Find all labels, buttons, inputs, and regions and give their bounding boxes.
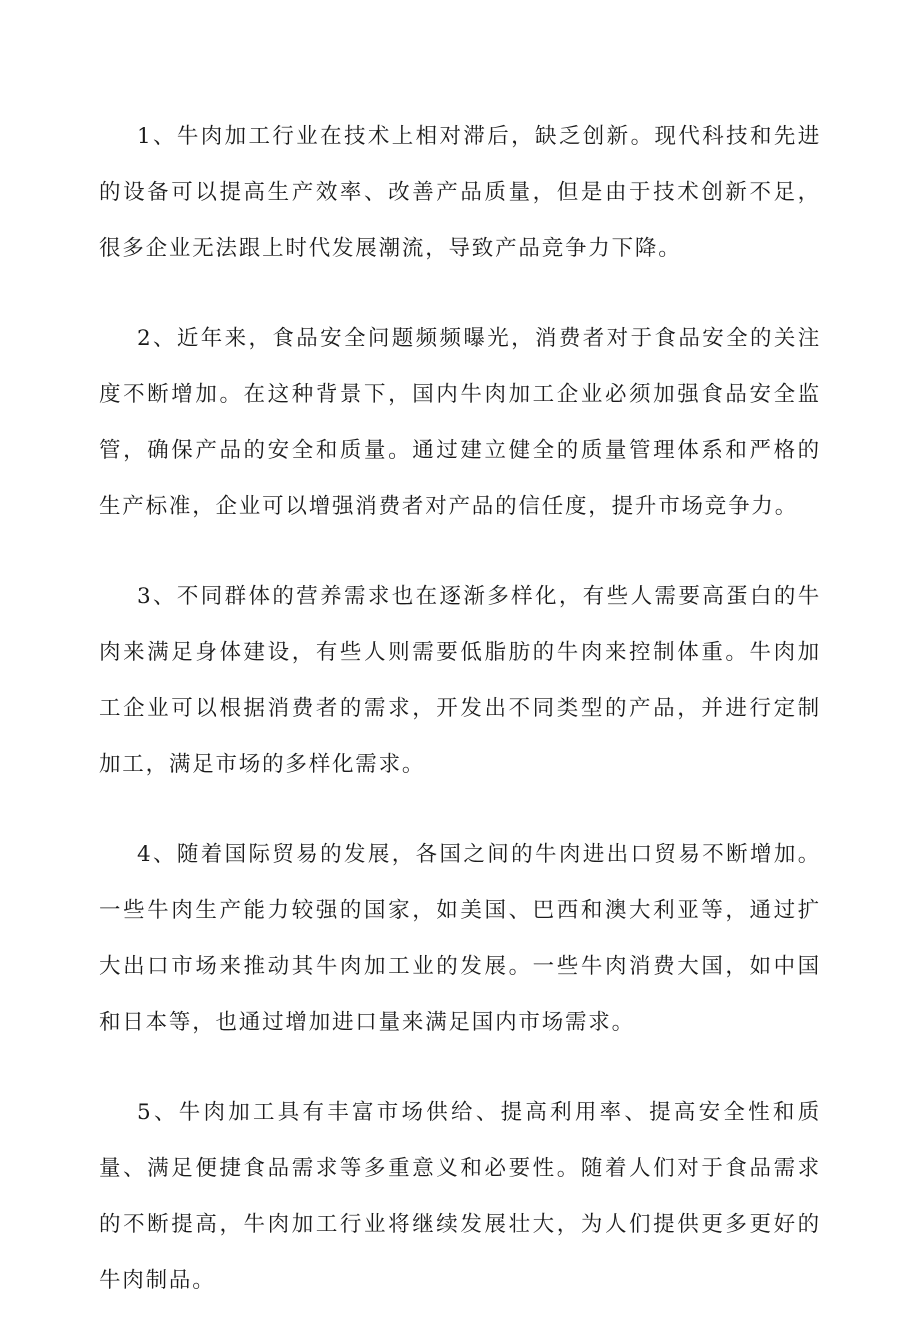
paragraph-5: 5、牛肉加工具有丰富市场供给、提高利用率、提高安全性和质量、满足便捷食品需求等多重意义和必要性。随着人们对于食品需求的不断提高，牛肉加工行业将继续发展壮大，为人们提供更多更好的牛肉制品。 xyxy=(99,1100,821,1293)
paragraph-4: 4、随着国际贸易的发展，各国之间的牛肉进出口贸易不断增加。一些牛肉生产能力较强的国家，如美国、巴西和澳大利亚等，通过扩大出口市场来推动其牛肉加工业的发展。一些牛肉消费大国，如中国和日本等，也通过增加进口量来满足国内市场需求。 xyxy=(99,842,821,1035)
paragraph-1: 1、牛肉加工行业在技术上相对滞后，缺乏创新。现代科技和先进的设备可以提高生产效率、改善产品质量，但是由于技术创新不足，很多企业无法跟上时代发展潮流，导致产品竞争力下降。 xyxy=(99,124,821,261)
paragraph-3: 3、不同群体的营养需求也在逐渐多样化，有些人需要高蛋白的牛肉来满足身体建设，有些人则需要低脂肪的牛肉来控制体重。牛肉加工企业可以根据消费者的需求，开发出不同类型的产品，并进行定制加工，满足市场的多样化需求。 xyxy=(99,584,821,777)
paragraph-2: 2、近年来，食品安全问题频频曝光，消费者对于食品安全的关注度不断增加。在这种背景下，国内牛肉加工企业必须加强食品安全监管，确保产品的安全和质量。通过建立健全的质量管理体系和严格的生产标准，企业可以增强消费者对产品的信任度，提升市场竞争力。 xyxy=(99,326,821,519)
document-body xyxy=(99,109,821,1343)
